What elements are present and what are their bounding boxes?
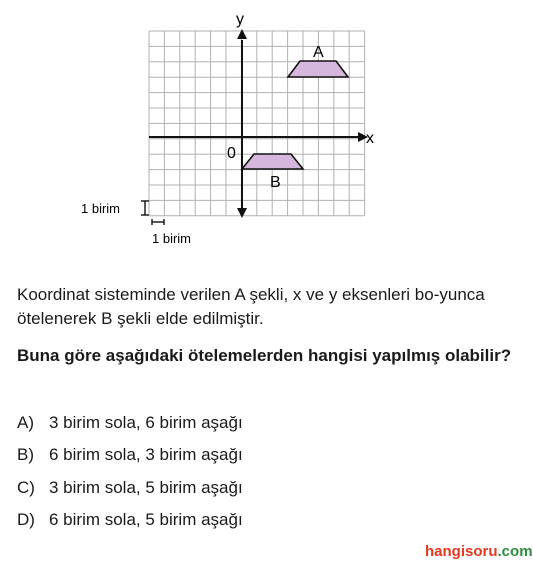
unit-vertical-marker: [141, 201, 149, 215]
grid: [149, 31, 365, 216]
site-watermark: [425, 543, 533, 560]
watermark-brand: hangisoru: [425, 543, 498, 560]
option-d[interactable]: [17, 508, 243, 532]
option-text: 6 birim sola, 5 birim aşağı: [49, 510, 243, 529]
option-text: 3 birim sola, 6 birim aşağı: [49, 413, 243, 432]
option-text: 6 birim sola, 3 birim aşağı: [49, 445, 243, 464]
option-letter: A): [17, 413, 34, 432]
option-b[interactable]: [17, 443, 243, 467]
coordinate-figure: [0, 0, 525, 260]
option-letter: C): [17, 478, 35, 497]
option-text: 3 birim sola, 5 birim aşağı: [49, 478, 243, 497]
option-c[interactable]: [17, 476, 243, 500]
unit-vertical-label: 1 birim: [81, 201, 121, 216]
origin-label: 0: [227, 145, 236, 162]
option-a[interactable]: [17, 411, 243, 435]
watermark-domain: .com: [497, 543, 533, 560]
y-axis-arrow-bottom: [237, 208, 247, 218]
x-axis-label: x: [366, 130, 374, 147]
option-letter: B): [17, 445, 34, 464]
shape-b: [242, 154, 303, 169]
unit-horizontal-label: 1 birim: [152, 231, 192, 246]
problem-statement: Koordinat sisteminde verilen A şekli, x ve y eksenleri bo-yunca ötelenerek B şekli elde edilmiştir.: [17, 285, 485, 328]
shape-a: [288, 61, 348, 77]
shape-b-label: B: [270, 174, 281, 191]
shape-a-label: A: [313, 44, 324, 61]
question-text: Buna göre aşağıdaki ötelemelerden hangisi yapılmış olabilir?: [17, 346, 512, 365]
y-axis-label: y: [236, 11, 244, 28]
option-letter: D): [17, 510, 35, 529]
unit-horizontal-marker: [152, 219, 164, 225]
